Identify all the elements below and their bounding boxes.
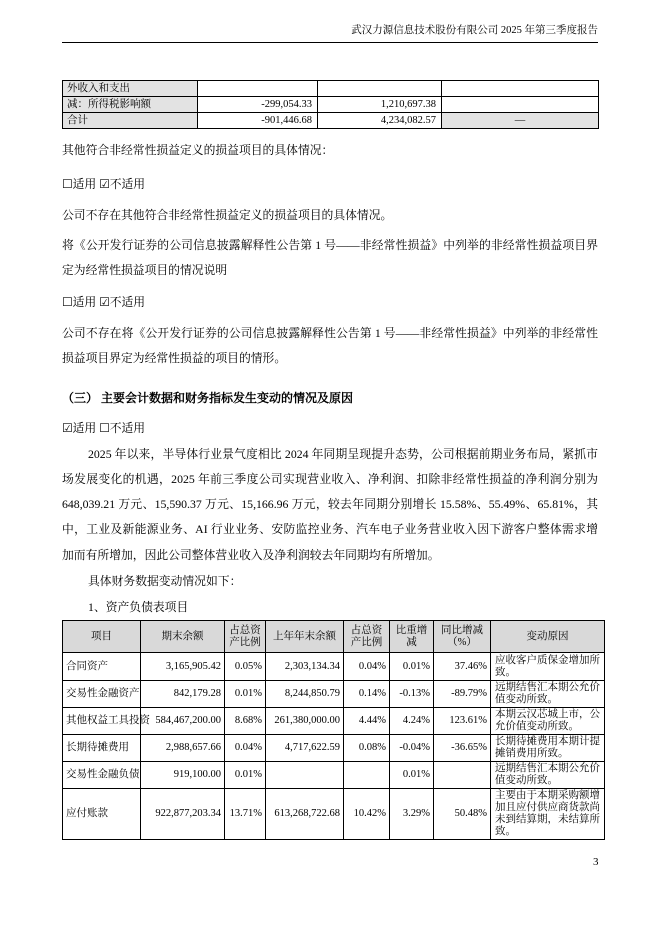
table-row	[63, 113, 599, 129]
page-number: 3	[593, 856, 599, 868]
reason-cell: 本期云汉芯城上市，公允价值变动所致。	[491, 708, 605, 735]
other-items-heading: 其他符合非经常性损益定义的损益项目的具体情况：	[62, 143, 334, 157]
end-balance-cell: 2,988,657.66	[141, 735, 225, 762]
nonrecurring-year-to-date-cell	[318, 81, 442, 97]
prior-balance-cell	[266, 762, 344, 789]
balance-table-body	[63, 653, 605, 840]
nonrecurring-table-body	[63, 81, 599, 129]
prior-ratio-cell: 0.04%	[344, 653, 390, 681]
yoy-change-cell	[434, 762, 491, 789]
column-header: 占总资产比例	[344, 621, 390, 653]
prior-ratio-cell: 10.42%	[344, 789, 390, 840]
header-row	[63, 621, 605, 653]
prior-balance-cell: 261,380,000.00	[266, 708, 344, 735]
nonrecurring-item-cell: 外收入和支出	[63, 81, 198, 97]
section-3-paragraph-line-4: 中，工业及新能源业务、AI 行业业务、安防监控业务、汽车电子业务营业收入因下游客户整体需求增	[62, 522, 598, 536]
report-header-title: 武汉力源信息技术股份有限公司 2025 年第三季度报告	[351, 25, 598, 36]
reason-cell: 远期结售汇本期公允价值变动所致。	[491, 762, 605, 789]
prior-balance-cell: 613,268,722.68	[266, 789, 344, 840]
table-row	[63, 81, 599, 97]
reason-cell: 长期待摊费用本期计提摊销费用所致。	[491, 735, 605, 762]
header-divider	[62, 42, 598, 43]
balance-sheet-subheading: 1、资产负债表项目	[88, 600, 189, 614]
prior-ratio-cell: 0.08%	[344, 735, 390, 762]
column-header: 变动原因	[491, 621, 605, 653]
table-row	[63, 735, 605, 762]
ratio-change-cell: -0.04%	[390, 735, 434, 762]
prior-ratio-cell: 0.14%	[344, 681, 390, 708]
ratio-change-cell: 0.01%	[390, 762, 434, 789]
nonrecurring-items-table	[62, 80, 599, 129]
other-items-applicability: ☐适用 ☑不适用	[62, 177, 146, 191]
end-ratio-cell: 0.01%	[225, 681, 266, 708]
reclassified-heading-line-2: 定为经常性损益项目的情况说明	[62, 263, 228, 277]
section-3-paragraph-line-2: 场发展变化的机遇，2025 年前三季度公司实现营业收入、净利润、扣除非经常性损益的净利润分别为	[62, 472, 598, 486]
nonrecurring-note-cell	[442, 81, 599, 97]
end-balance-cell: 922,877,203.34	[141, 789, 225, 840]
prior-balance-cell: 4,717,622.59	[266, 735, 344, 762]
column-header: 同比增减（%）	[434, 621, 491, 653]
section-3-paragraph-line-5: 加而有所增加，因此公司整体营业收入及净利润较去年同期均有所增加。	[62, 548, 440, 562]
nonrecurring-year-to-date-cell: 1,210,697.38	[318, 97, 442, 113]
yoy-change-cell: 123.61%	[434, 708, 491, 735]
column-header: 项目	[63, 621, 141, 653]
prior-balance-cell: 2,303,134.34	[266, 653, 344, 681]
nonrecurring-current-period-cell: -901,446.68	[198, 113, 318, 129]
balance-table-header	[63, 621, 605, 653]
prior-ratio-cell	[344, 762, 390, 789]
end-balance-cell: 3,165,905.42	[141, 653, 225, 681]
nonrecurring-item-cell: 合计	[63, 113, 198, 129]
item-cell: 应付账款	[63, 789, 141, 840]
item-cell: 交易性金融资产	[63, 681, 141, 708]
reclassified-statement-line-1: 公司不存在将《公开发行证券的公司信息披露解释性公告第 1 号——非经常性损益》中列举的非经常性	[62, 326, 598, 340]
end-balance-cell: 919,100.00	[141, 762, 225, 789]
other-items-statement: 公司不存在其他符合非经常性损益定义的损益项目的具体情况。	[62, 208, 393, 222]
section-3-paragraph-line-1: 2025 年以来，半导体行业景气度相比 2024 年同期呈现提升态势，公司根据前期业务布局，紧抓市	[88, 447, 598, 461]
column-header: 占总资产比例	[225, 621, 266, 653]
nonrecurring-year-to-date-cell: 4,234,082.57	[318, 113, 442, 129]
end-ratio-cell: 0.01%	[225, 762, 266, 789]
ratio-change-cell: 3.29%	[390, 789, 434, 840]
end-ratio-cell: 8.68%	[225, 708, 266, 735]
ratio-change-cell: 0.01%	[390, 653, 434, 681]
column-header: 比重增减	[390, 621, 434, 653]
yoy-change-cell: -89.79%	[434, 681, 491, 708]
table-row	[63, 708, 605, 735]
section-3-applicability: ☑适用 ☐不适用	[62, 421, 146, 435]
table-row	[63, 762, 605, 789]
reclassified-heading-line-1: 将《公开发行证券的公司信息披露解释性公告第 1 号——非经常性损益》中列举的非经常性损益项目界	[62, 238, 598, 252]
column-header: 期末余额	[141, 621, 225, 653]
section-3-paragraph-line-3: 648,039.21 万元、15,590.37 万元、15,166.96 万元，较去年同期分别增长 15.58%、55.49%、65.81%，其	[62, 497, 598, 511]
reason-cell: 应收客户质保金增加所致。	[491, 653, 605, 681]
reclassified-applicability: ☐适用 ☑不适用	[62, 295, 146, 309]
item-cell: 合同资产	[63, 653, 141, 681]
end-balance-cell: 584,467,200.00	[141, 708, 225, 735]
yoy-change-cell: 37.46%	[434, 653, 491, 681]
nonrecurring-item-cell: 减：所得税影响额	[63, 97, 198, 113]
end-ratio-cell: 13.71%	[225, 789, 266, 840]
end-balance-cell: 842,179.28	[141, 681, 225, 708]
reclassified-statement-line-2: 损益项目界定为经常性损益的项目的情形。	[62, 351, 287, 365]
end-ratio-cell: 0.05%	[225, 653, 266, 681]
yoy-change-cell: -36.65%	[434, 735, 491, 762]
table-row	[63, 97, 599, 113]
table-row	[63, 681, 605, 708]
nonrecurring-note-cell	[442, 97, 599, 113]
prior-ratio-cell: 4.44%	[344, 708, 390, 735]
nonrecurring-note-cell: —	[442, 113, 599, 129]
table-row	[63, 789, 605, 840]
reason-cell: 主要由于本期采购额增加且应付供应商货款尚未到结算期，未结算所致。	[491, 789, 605, 840]
nonrecurring-current-period-cell: -299,054.33	[198, 97, 318, 113]
section-3-title: （三） 主要会计数据和财务指标发生变动的情况及原因	[62, 391, 354, 405]
item-cell: 其他权益工具投资	[63, 708, 141, 735]
ratio-change-cell: 4.24%	[390, 708, 434, 735]
ratio-change-cell: -0.13%	[390, 681, 434, 708]
item-cell: 交易性金融负债	[63, 762, 141, 789]
nonrecurring-current-period-cell	[198, 81, 318, 97]
yoy-change-cell: 50.48%	[434, 789, 491, 840]
item-cell: 长期待摊费用	[63, 735, 141, 762]
section-3-intro: 具体财务数据变动情况如下：	[88, 574, 242, 588]
column-header: 上年年末余额	[266, 621, 344, 653]
end-ratio-cell: 0.04%	[225, 735, 266, 762]
table-row	[63, 653, 605, 681]
prior-balance-cell: 8,244,850.79	[266, 681, 344, 708]
balance-sheet-changes-table	[62, 620, 605, 840]
reason-cell: 远期结售汇本期公允价值变动所致。	[491, 681, 605, 708]
